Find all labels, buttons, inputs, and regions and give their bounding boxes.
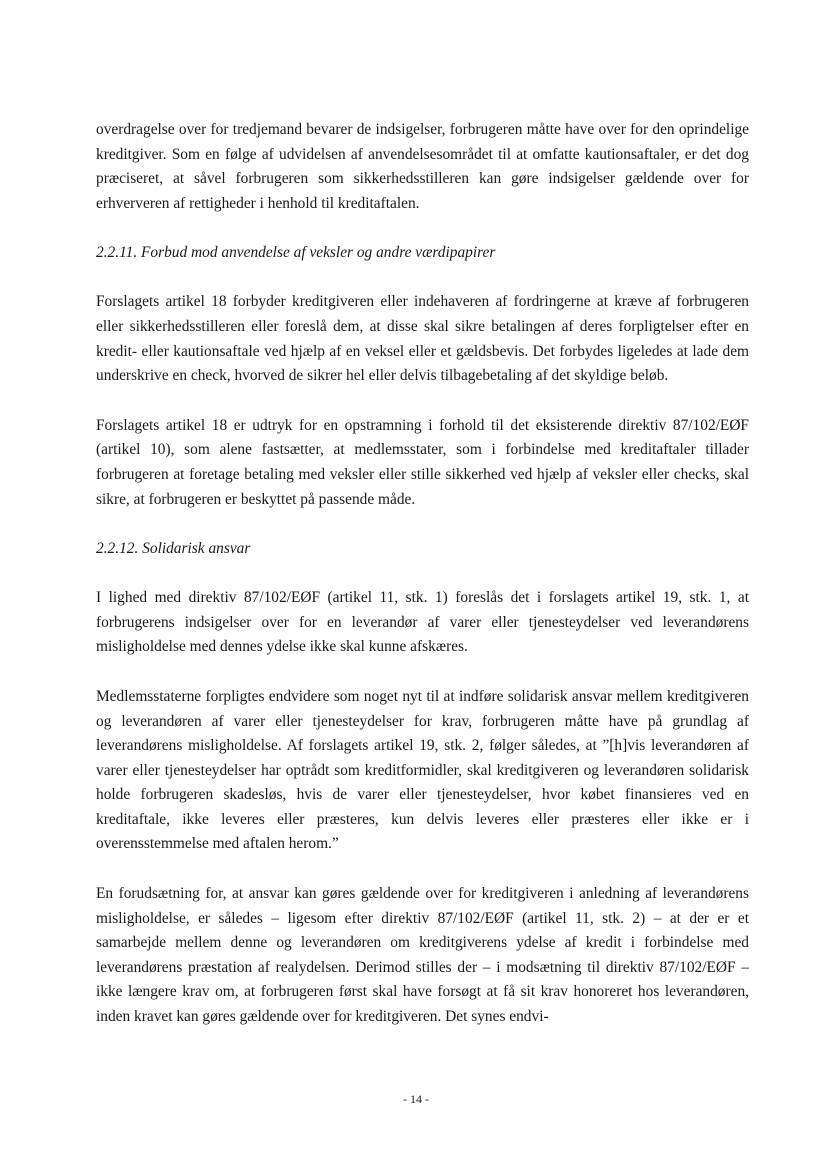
paragraph: En forudsætning for, at ansvar kan gøres gældende over for kreditgiveren i anledning af leverandørens misligholdelse, er således – ligesom efter direktiv 87/102/EØF (artikel 11, stk. 2) – at der er et samarbejde mellem denne og leverandøren om kreditgiverens ydelse af kredit i forbindelse med leverandørens præstation af realydelsen. Derimod stilles der – i modsætning til direktiv 87/102/EØF – ikke længere krav om, at forbrugeren først skal have forsøgt at få sit krav honoreret hos leverandøren, inden kravet kan gøres gældende over for kreditgiveren. Det synes endvi- <box>96 885 749 1026</box>
section-heading: 2.2.11. Forbud mod anvendelse af veksler og andre værdipapirer <box>96 244 496 262</box>
paragraph: Forslagets artikel 18 er udtryk for en opstramning i forhold til det eksisterende direktiv 87/102/EØF (artikel 10), som alene fastsætter, at medlemsstater, som i forbindelse med kreditaftaler tillader forbrugeren at foretage betaling med veksler eller stille sikkerhed ved hjælp af veksler eller checks, skal sikre, at forbrugeren er beskyttet på passende måde. <box>96 416 749 508</box>
document-page <box>96 118 749 1030</box>
page-number: - 14 - <box>403 1092 429 1106</box>
paragraph: I lighed med direktiv 87/102/EØF (artikel 11, stk. 1) foreslås det i forslagets artikel 19, stk. 1, at forbrugerens indsigelser over for en leverandør af varer eller tjenesteydelser ved leverandørens misligholdelse med dennes ydelse ikke skal kunne afskæres. <box>96 589 749 656</box>
section-heading: 2.2.12. Solidarisk ansvar <box>96 540 251 558</box>
paragraph: Medlemsstaterne forpligtes endvidere som noget nyt til at indføre solidarisk ansvar mellem kreditgiveren og leverandøren af varer eller tjenesteydelser for krav, forbrugeren måtte have på grundlag af leverandørens misligholdelse. Af forslagets artikel 19, stk. 2, følger således, at ”[h]vis leverandøren af varer eller tjenesteydelser har optrådt som kreditformidler, skal kreditgiveren og leverandøren solidarisk holde forbrugeren skadesløs, hvis de varer eller tjenesteydelser, hvor købet finansieres ved en kreditaftale, ikke leveres eller præsteres, kun delvis leveres eller præsteres eller ikke er i overensstemmelse med aftalen herom.” <box>96 687 749 853</box>
paragraph: overdragelse over for tredjemand bevarer de indsigelser, forbrugeren måtte have over for den oprindelige kreditgiver. Som en følge af udvidelsen af anvendelsesområdet til at omfatte kautionsaftaler, er det dog præciseret, at såvel forbrugeren som sikkerhedsstilleren kan gøre indsigelser gældende over for erhververen af rettigheder i henhold til kreditaftalen. <box>96 121 749 212</box>
paragraph: Forslagets artikel 18 forbyder kreditgiveren eller indehaveren af fordringerne at kræve af forbrugeren eller sikkerhedsstilleren eller foreslå dem, at disse skal sikre betalingen af deres forpligtelser efter en kredit- eller kautionsaftale ved hjælp af en veksel eller et gældsbevis. Det forbydes ligeledes at lade dem underskrive en check, hvorved de sikrer hel eller delvis tilbagebetaling af det skyldige beløb. <box>96 293 749 385</box>
